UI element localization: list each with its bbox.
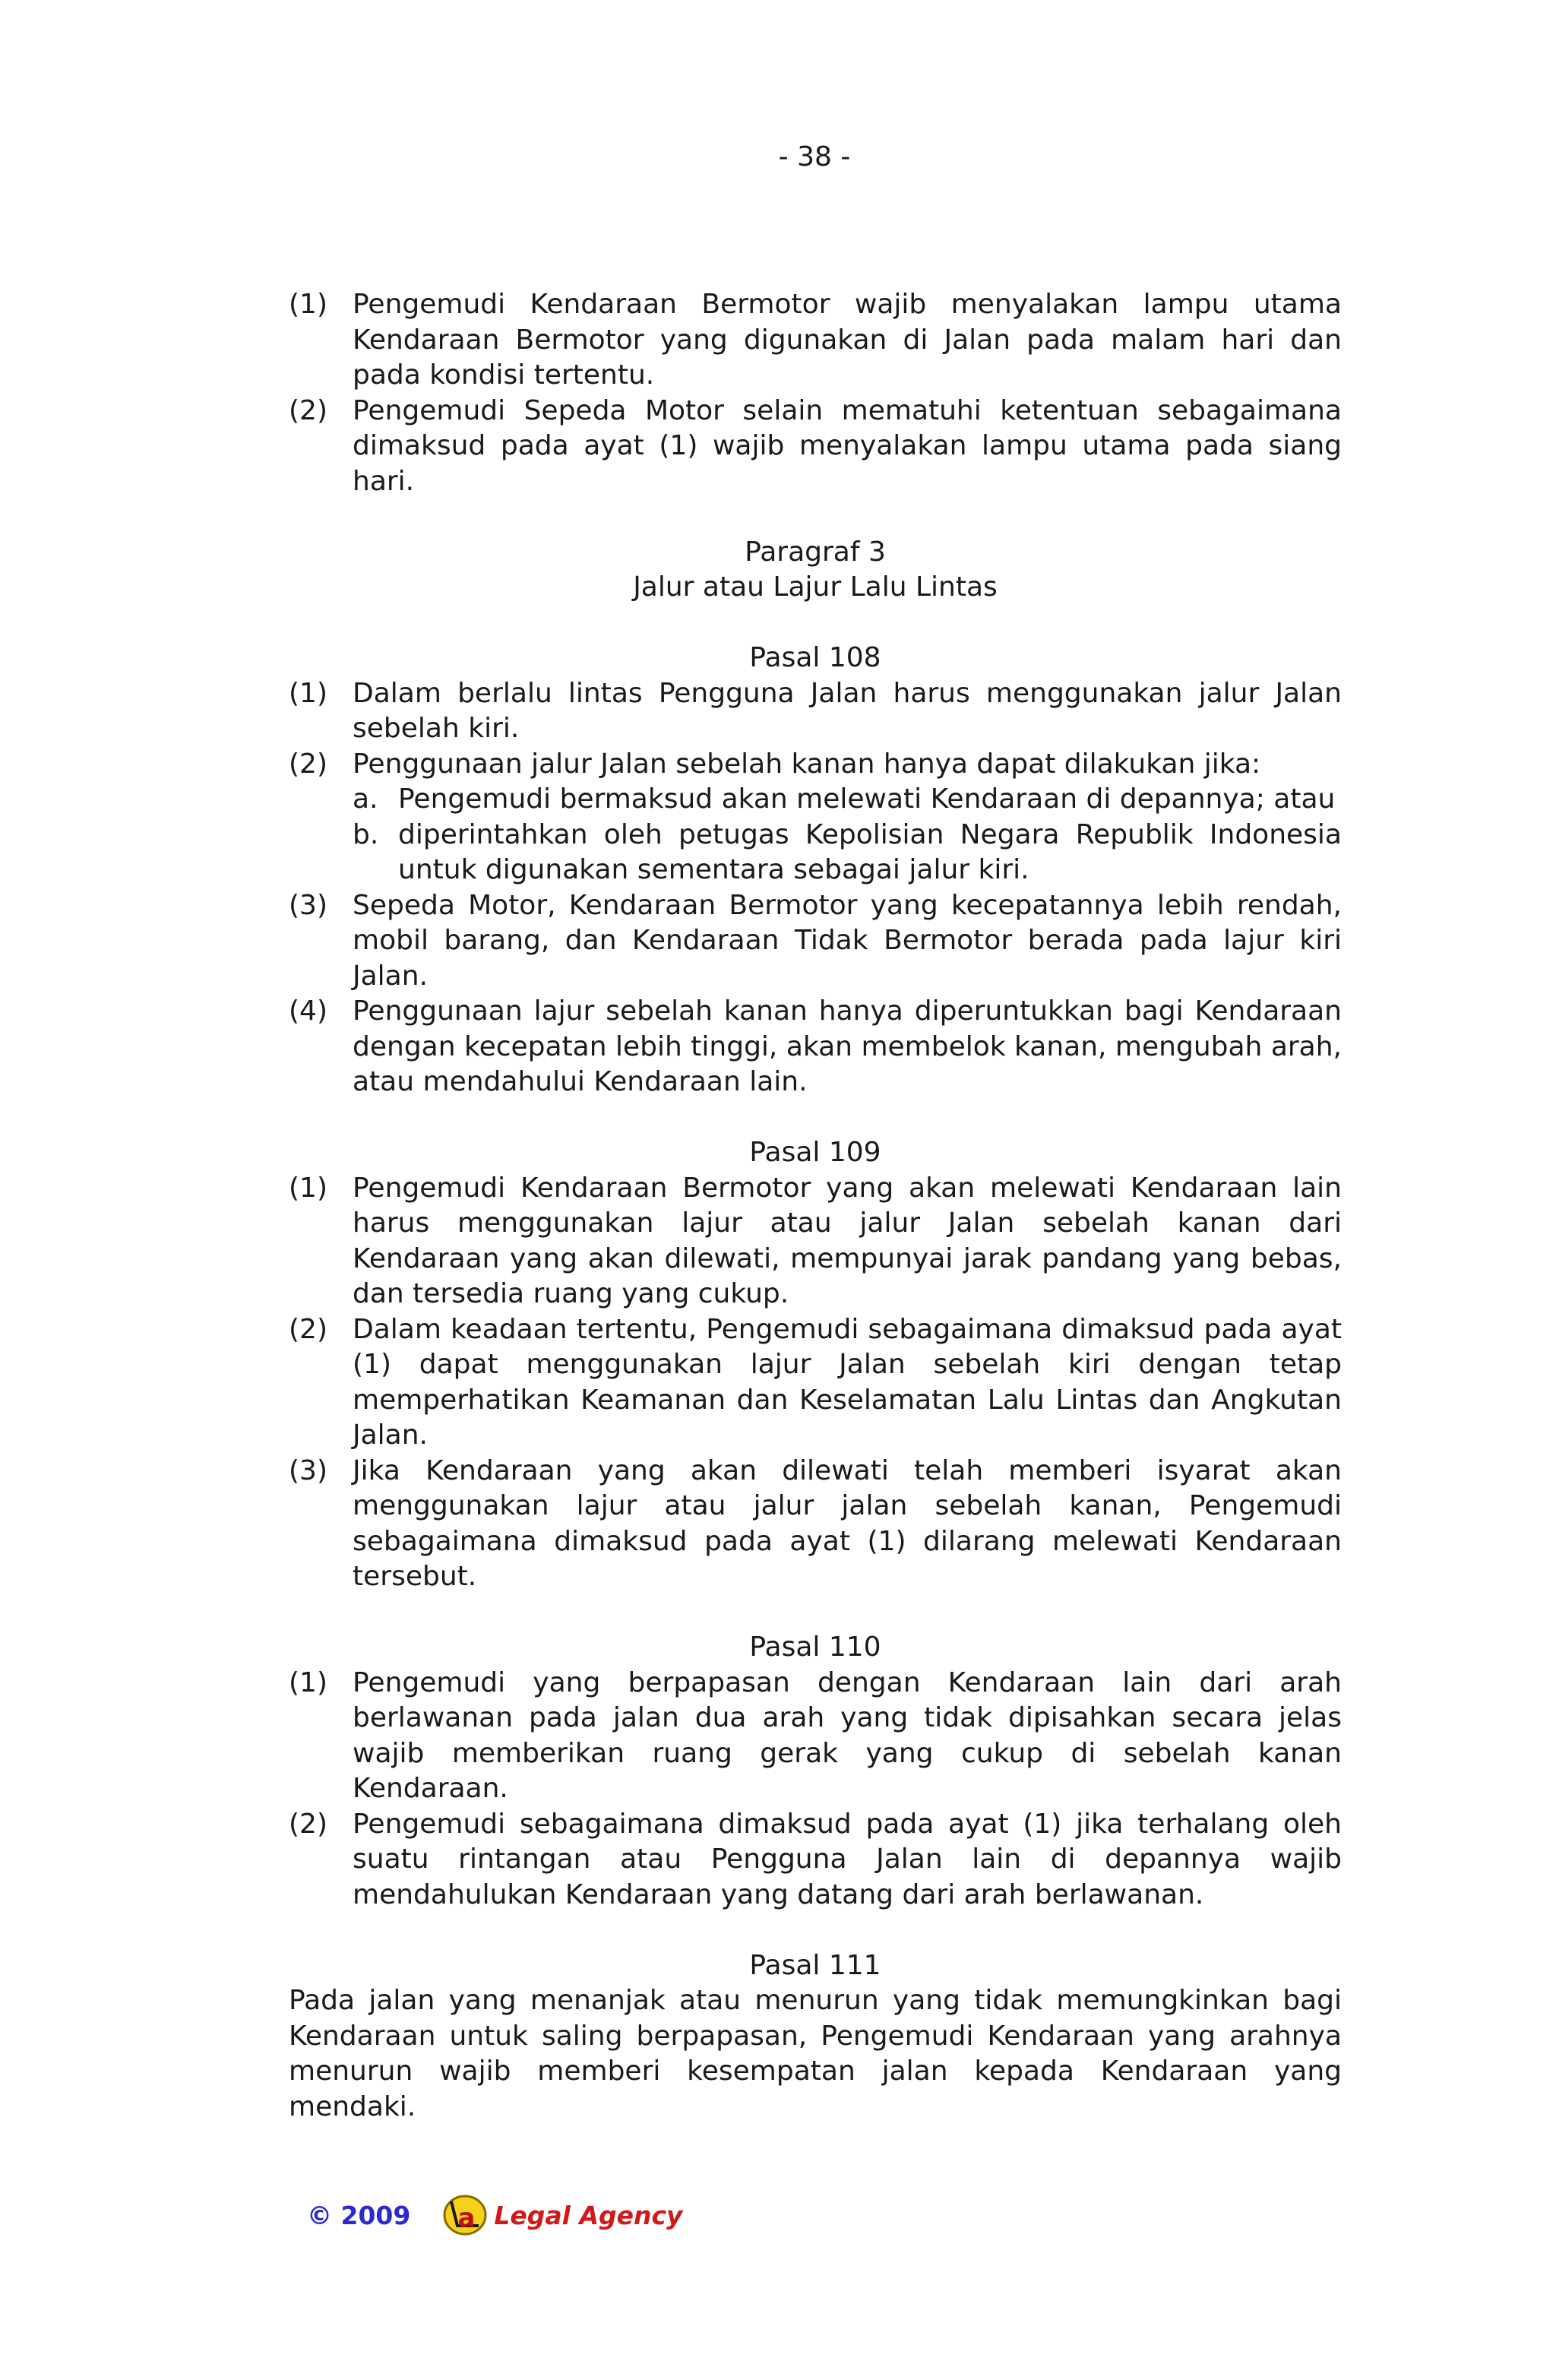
sub-item-text: diperintahkan oleh petugas Kepolisian Negara Republik Indonesia untuk digunakan sementara sebagai jalur kiri. [398,818,1342,885]
item-text: Penggunaan lajur sebelah kanan hanya diperuntukkan bagi Kendaraan dengan kecepatan lebih tinggi, akan membelok kanan, mengubah arah, atau mendahului Kendaraan lain. [353,995,1342,1097]
sub-item [353,782,1342,818]
copyright-text: © 2009 [307,2200,411,2230]
item-number: (3) [289,889,327,921]
item-text: Penggunaan jalur Jalan sebelah kanan hanya dapat dilakukan jika: [353,748,1261,780]
list-item [289,747,1342,783]
pasal-111-title: Pasal 111 [749,1949,881,1981]
sub-item-letter: b. [353,818,379,850]
list-item [289,1807,1342,1913]
page-number: - 38 - [778,141,851,172]
list-item [289,1312,1342,1454]
list-item [289,394,1342,500]
list-item [289,888,1342,995]
item-text: Jika Kendaraan yang akan dilewati telah memberi isyarat akan menggunakan lajur atau jalur jalan sebelah kanan, Pengemudi sebagaimana dimaksud pada ayat (1) dilarang melewati Kendaraan tersebut. [353,1454,1342,1592]
item-number: (3) [289,1454,327,1486]
item-number: (1) [289,677,327,709]
list-item [289,1171,1342,1312]
agency-name: Legal Agency [494,2200,683,2230]
la-logo-icon [441,2191,489,2239]
item-text: Pengemudi yang berpapasan dengan Kendaraan lain dari arah berlawanan pada jalan dua arah yang tidak dipisahkan secara jelas wajib memberikan ruang gerak yang cukup di sebelah kanan Kendaraan. [353,1666,1342,1804]
sub-item-text: Pengemudi bermaksud akan melewati Kendaraan di depannya; atau [398,783,1336,815]
item-number: (1) [289,1666,327,1698]
list-item [289,994,1342,1100]
list-item [289,1666,1342,1807]
list-item [289,1454,1342,1595]
document-body [289,287,1342,2125]
sub-item-letter: a. [353,783,378,815]
item-text: Pengemudi Kendaraan Bermotor yang akan melewati Kendaraan lain harus menggunakan lajur atau jalur Jalan sebelah kanan dari Kendaraan yang akan dilewati, mempunyai jarak pandang yang bebas, dan tersedia ruang yang cukup. [353,1172,1342,1309]
paragraf-title: Jalur atau Lajur Lalu Lintas [633,571,998,603]
list-item [289,287,1342,394]
footer [307,2189,683,2242]
pasal-111-text: Pada jalan yang menanjak atau menurun yang tidak memungkinkan bagi Kendaraan untuk saling berpapasan, Pengemudi Kendaraan yang arahnya menurun wajib memberi kesempatan jalan kepada Kendaraan yang mendaki. [289,1985,1342,2122]
item-text: Pengemudi Kendaraan Bermotor wajib menyalakan lampu utama Kendaraan Bermotor yang digunakan di Jalan pada malam hari dan pada kondisi tertentu. [353,289,1342,391]
item-number: (2) [289,748,327,780]
item-text: Sepeda Motor, Kendaraan Bermotor yang kecepatannya lebih rendah, mobil barang, dan Kendaraan Tidak Bermotor berada pada lajur kiri Jalan. [353,889,1342,992]
item-number: (1) [289,289,327,320]
item-text: Pengemudi Sepeda Motor selain mematuhi ketentuan sebagaimana dimaksud pada ayat (1) wajib menyalakan lampu utama pada siang hari. [353,394,1342,497]
item-number: (4) [289,995,327,1027]
logo-letter: a [457,2203,476,2233]
pasal-108-title: Pasal 108 [749,642,881,673]
item-text: Dalam berlalu lintas Pengguna Jalan harus menggunakan jalur Jalan sebelah kiri. [353,677,1342,744]
pasal-110-title: Pasal 110 [749,1632,881,1663]
item-number: (1) [289,1172,327,1204]
item-text: Dalam keadaan tertentu, Pengemudi sebagaimana dimaksud pada ayat (1) dapat menggunakan lajur Jalan sebelah kiri dengan tetap memperhatikan Keamanan dan Keselamatan Lalu Lintas dan Angkutan Jalan. [353,1313,1342,1451]
sub-item [353,818,1342,888]
paragraf-label: Paragraf 3 [745,536,886,568]
item-text: Pengemudi sebagaimana dimaksud pada ayat (1) jika terhalang oleh suatu rintangan atau Pengguna Jalan lain di depannya wajib mendahulukan Kendaraan yang datang dari arah berlawanan. [353,1808,1342,1910]
item-number: (2) [289,1313,327,1345]
pasal-109-title: Pasal 109 [749,1137,881,1168]
item-number: (2) [289,394,327,426]
item-number: (2) [289,1808,327,1840]
list-item [289,676,1342,747]
